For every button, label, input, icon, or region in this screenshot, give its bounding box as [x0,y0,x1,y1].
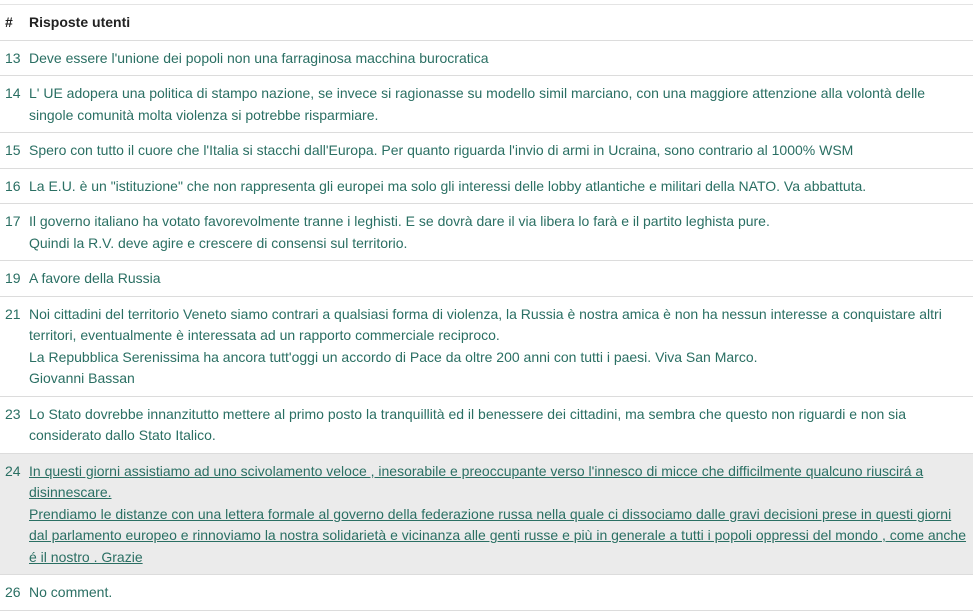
response-text[interactable] [29,461,973,569]
response-text [29,582,973,604]
column-header-responses: Risposte utenti [29,14,131,30]
response-text [29,268,973,290]
row-number: 26 [5,584,21,600]
response-line: In questi giorni assistiamo ad uno scivolamento veloce , inesorabile e preoccupante verso l'innesco di micce che difficilmente qualcuno riuscirá a disinnescare. [29,462,924,500]
response-line: Quindi la R.V. deve agire e crescere di consensi sul territorio. [29,234,408,251]
row-number: 23 [5,405,21,422]
table-body [0,41,973,611]
response-text [29,404,973,447]
row-number: 17 [5,213,21,229]
row-number: 21 [5,305,21,322]
table-row[interactable] [0,76,973,133]
table-row[interactable] [0,41,973,77]
response-text [29,211,973,254]
response-line: Lo Stato dovrebbe innanzitutto mettere al primo posto la tranquillità ed il benessere dei cittadini, ma sembra che questo non riguardi e non sia considerato dallo Stato Italico. [29,405,907,443]
table-row[interactable] [0,575,973,611]
response-line: Deve essere l'unione dei popoli non una farraginosa macchina burocratica [29,49,489,66]
table-row[interactable] [0,297,973,397]
response-text [29,140,973,162]
response-line: La E.U. è un "istituzione" che non rappresenta gli europei ma solo gli interessi delle lobby atlantiche e militari della NATO. Va abbattuta. [29,177,867,194]
response-line: Il governo italiano ha votato favorevolmente tranne i leghisti. E se dovrà dare il via libera lo farà e il partito leghista pure. [29,213,770,229]
table-row[interactable] [0,261,973,297]
row-number: 19 [5,270,21,286]
response-text [29,48,973,70]
response-text [29,176,973,198]
table-row[interactable] [0,204,973,261]
row-number: 24 [5,462,21,479]
response-line: L' UE adopera una politica di stampo nazione, se invece si ragionasse su modello simil marciano, con una maggiore attenzione alla volontà delle singole comunità molta violenza si potrebbe risparmiare. [29,85,926,123]
column-header-number: # [5,14,13,30]
response-line: No comment. [29,584,113,600]
response-line: Noi cittadini del territorio Veneto siamo contrari a qualsiasi forma di violenza, la Russia è nostra amica è non ha nessun interesse a conquistare altri territori, eventualmente è interessata ad un rapporto commerciale reciproco. [29,305,942,343]
table-row[interactable] [0,133,973,169]
table-row[interactable] [0,454,973,576]
row-number: 16 [5,177,21,194]
table-header [0,5,973,41]
row-number: 14 [5,85,21,101]
table-row[interactable] [0,169,973,205]
table-row[interactable] [0,397,973,454]
row-number: 13 [5,49,21,66]
responses-table [0,4,973,611]
response-line: A favore della Russia [29,270,161,286]
response-line: Giovanni Bassan [29,370,135,386]
response-text [29,304,973,390]
response-text [29,83,973,126]
response-line: Spero con tutto il cuore che l'Italia si stacchi dall'Europa. Per quanto riguarda l'invio di armi in Ucraina, sono contrario al 1000% WSM [29,142,854,158]
response-line: La Repubblica Serenissima ha ancora tutt'oggi un accordo di Pace da oltre 200 anni con tutti i paesi. Viva San Marco. [29,348,758,365]
response-line: Prendiamo le distanze con una lettera formale al governo della federazione russa nella quale ci dissociamo dalle gravi decisioni prese in questi giorni dal parlamento europeo e rinnoviamo la nostra solidarietà e vicinanza alle genti russe e più in generale a tutti i popoli oppressi del mondo , come anche é il nostro . Grazie [29,505,967,565]
row-number: 15 [5,142,21,158]
